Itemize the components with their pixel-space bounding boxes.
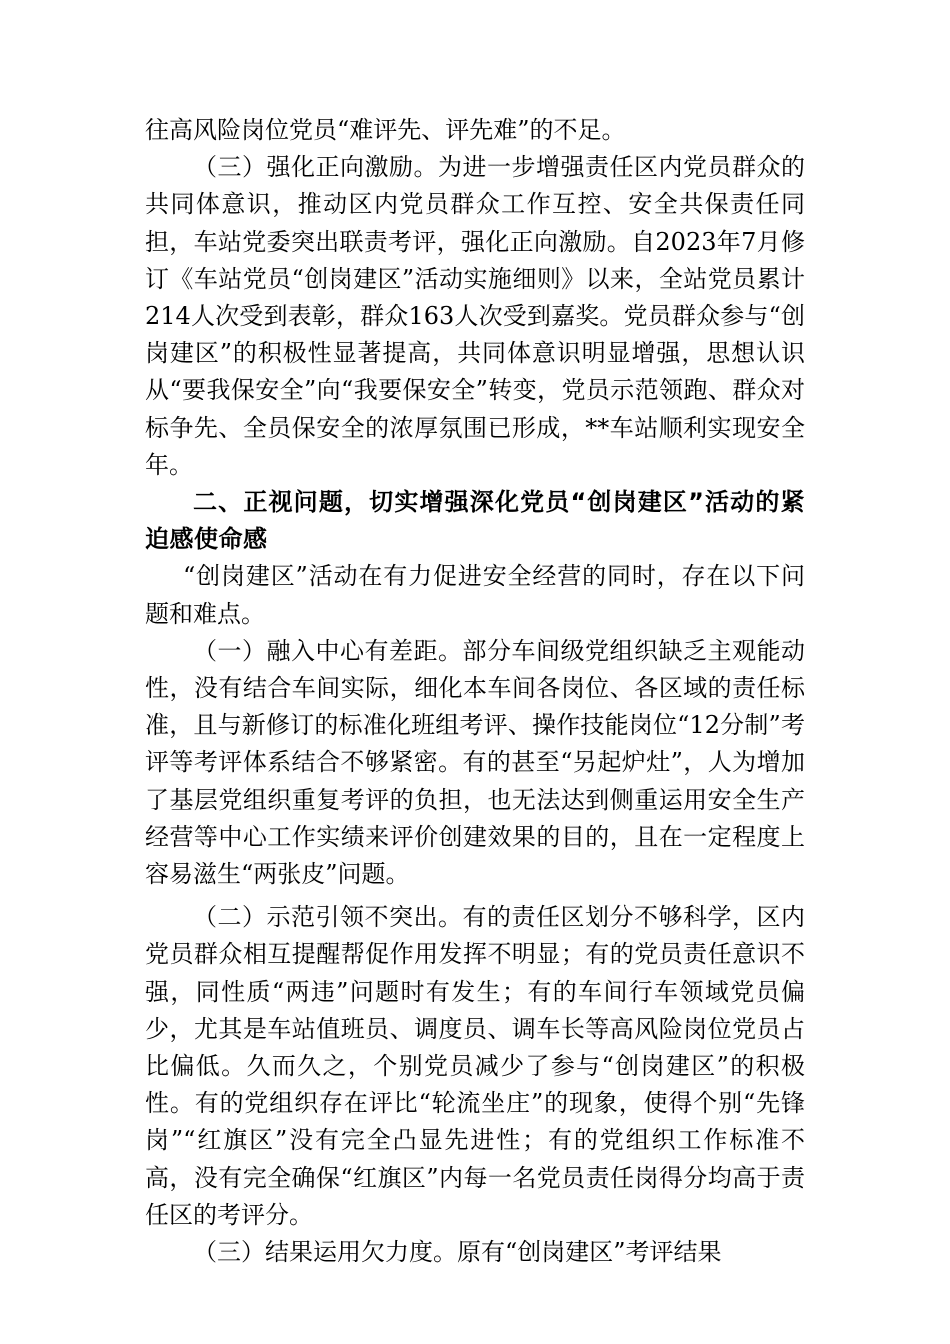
section-intro: “创岗建区”活动在有力促进安全经营的同时，存在以下问题和难点。	[145, 562, 805, 628]
item-lead: （一）融入中心有差距。	[193, 636, 463, 665]
list-item	[145, 1234, 805, 1271]
list-item	[145, 899, 805, 1234]
item-lead: （二）示范引领不突出。	[193, 903, 463, 932]
item-text: 原有“创岗建区”考评结果	[457, 1238, 722, 1267]
paragraph-text: 往高风险岗位党员“难评先、评先难”的不足。	[145, 116, 626, 144]
paragraph-lead: （三）强化正向激励。	[193, 153, 438, 182]
paragraph-positive-incentive	[145, 149, 805, 484]
list-item	[145, 633, 805, 893]
paragraph-continuation	[145, 112, 805, 149]
section-heading: 二、正视问题，切实增强深化党员“创岗建区”活动的紧迫感使命感	[145, 488, 805, 554]
document-page	[145, 112, 805, 1271]
paragraph-text: 为进一步增强责任区内党员群众的共同体意识，推动区内党员群众工作互控、安全共保责任同担，车站党委突出联责考评，强化正向激励。自2023年7月修订《车站党员“创岗建区”活动实施细则》以来，全站党员累计214人次受到表彰，群众163人次受到嘉奖。党员群众参与“创岗建区”的积极性显著提高，共同体意识明显增强，思想认识从“要我保安全”向“我要保安全”转变，党员示范领跑、群众对标争先、全员保安全的浓厚氛围已形成，**车站顺利实现安全年。	[145, 153, 805, 479]
item-text: 有的责任区划分不够科学，区内党员群众相互提醒帮促作用发挥不明显；有的党员责任意识不强，同性质“两违”问题时有发生；有的车间行车领域党员偏少，尤其是车站值班员、调度员、调车长等高风险岗位党员占比偏低。久而久之，个别党员减少了参与“创岗建区”的积极性。有的党组织存在评比“轮流坐庄”的现象，使得个别“先锋岗”“红旗区”没有完全凸显先进性；有的党组织工作标准不高，没有完全确保“红旗区”内每一名党员责任岗得分均高于责任区的考评分。	[145, 903, 805, 1229]
item-lead: （三）结果运用欠力度。	[193, 1238, 457, 1267]
item-text: 部分车间级党组织缺乏主观能动性，没有结合车间实际，细化本车间各岗位、各区域的责任标准，且与新修订的标准化班组考评、操作技能岗位“12分制”考评等考评体系结合不够紧密。有的甚至“另起炉灶”，人为增加了基层党组织重复考评的负担，也无法达到侧重运用安全生产经营等中心工作实绩来评价创建效果的目的，且在一定程度上容易滋生“两张皮”问题。	[145, 636, 805, 889]
